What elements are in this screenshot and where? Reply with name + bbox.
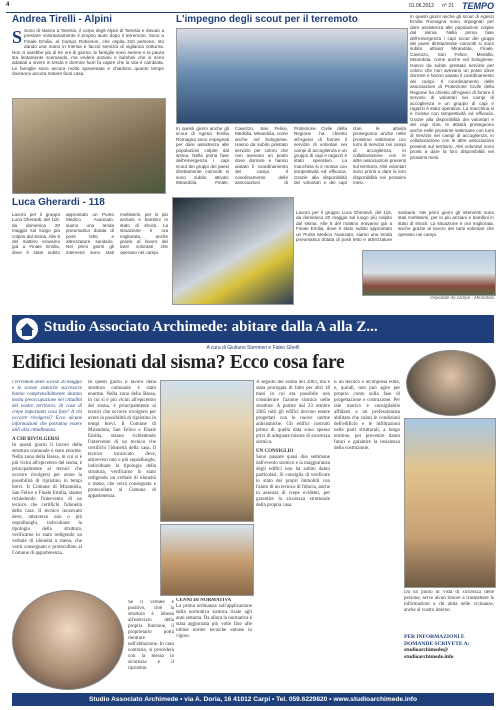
main-text-3: A seguito del sisma del 2003, ma è stata prorogata di fatto per altri 18 mesi in cui era possibile non considerare l'azione sismica nelle strutture. A partire dal 23 ottobre 2005 tutti gli edifici devono essere progettati con le nuove norme antisismiche. Gli edifici costruiti prima di quella data sono spesso privi di adeguate misure di sicurezza sismica. [256, 380, 330, 445]
right-column-text [404, 590, 494, 630]
house-icon [16, 318, 38, 340]
building-photo-1 [160, 380, 254, 522]
field-hospital-caption: Ospedale da campo - Mirandola [429, 295, 494, 300]
main-intro: I terremoti delle scorse 20 maggio e le scosse sismiche successive hanno comprensibilmente destato molta preoccupazione nei cittadini del nostro territorio. In caso di crepe importanti cosa fare? A chi occorre rivolgersi? Ecco alcune informazioni che potranno essere utili alla cittadinanza. [12, 380, 82, 433]
footer-text: Studio Associato Archimede • via A. Doria, 16 41012 Carpi • Tel. 059.6229820 • www.studioarchimede.info [89, 696, 417, 703]
scout-text [410, 14, 494, 192]
gherardi-text-2 [296, 210, 494, 248]
issue-number: n° 21 [442, 3, 454, 9]
normativa-box [176, 598, 252, 686]
info-email-2: studioarchimede.info [404, 653, 454, 660]
scout-body-side: In questi giorni anche gli scout di Agesci Emilia Romagna sono impegnati per dare assistenza alle popolazioni colpite dal sisma. Nella prima fase dell'emergenza i capi scout dei gruppi dei paesi direttamente coinvolti si sono subito attivati: Mirandola, Finale, Cavezzo, San Felice, Medolla, Mirandola, come anche nel bolognese. Hanno da subito prestato servizio per coloro che non avevano un posto dove dormire e hanno aiutato il coordinamento dei campi. Il coordinamento delle associazioni di Protezione Civile della Regione ha chiesto all'Agesci di fornire il servizio di volontari nei campi di accoglienza e un gruppo di capi e ragazzi è stato operativo. La macchina si è mossa con tempestività ed efficacia. Grazie alla disponibilità dei volontari e dei capi clan, le attività proseguono anche nelle prossime settimane con turni di servizio nei campi di accoglienza, in collaborazione con le altre associazioni presenti sul territorio. Altri volontari sono pronti a dare la loro disponibilità nei prossimi mesi. [410, 14, 494, 160]
sub-normativa: CENNI DI NORMATIVA [176, 598, 232, 603]
main-text-4: Sono passate quasi due settimane dall'evento sismico e la maggioranza degli edifici non ha subito danni particolari. Si consiglia di verificare lo stato dei propri immobili con l'aiuto di un tecnico di fiducia, anche in assenza di crepe evidenti, per garantire la sicurezza strutturale della propria casa. [256, 455, 330, 508]
scout-photo [176, 28, 408, 124]
gherardi-title: Luca Gherardi - 118 [12, 197, 105, 208]
page-header [6, 2, 494, 13]
scout-columns [176, 126, 406, 192]
main-column-4 [334, 380, 400, 685]
author-photo-right [406, 350, 496, 416]
info-email-1: studioarchimede@ [404, 647, 449, 653]
issue-date: 01.06.2012 [408, 3, 434, 9]
sub-advice: UN CONSIGLIO [256, 449, 294, 454]
building-photo-2 [160, 524, 254, 596]
page-number: 4 [6, 2, 10, 8]
building-photo-3 [404, 418, 496, 588]
info-box [404, 634, 494, 660]
gherardi-text [12, 212, 168, 302]
author-photo-left [12, 590, 124, 690]
field-hospital-photo [362, 250, 496, 296]
main-column-2 [88, 380, 156, 588]
dropcap: S [12, 28, 23, 47]
page-footer [12, 693, 494, 706]
sub-who-to-contact: A CHI RIVOLGERSI [12, 437, 60, 442]
scout-body: In questi giorni anche gli scout di Agesci Emilia Romagna sono impegnati per dare assistenza alle popolazioni colpite dal sisma. Nella prima fase dell'emergenza i capi scout dei gruppi dei paesi direttamente coinvolti si sono subito attivati: Mirandola, Finale, Cavezzo, San Felice, Medolla, Mirandola, come anche nel bolognese. Hanno da subito prestato servizio per coloro che non avevano un posto dove dormire e hanno aiutato il coordinamento dei campi. Il coordinamento delle associazioni di Protezione Civile della Regione ha chiesto all'Agesci di fornire il servizio di volontari nei campi di accoglienza e un gruppo di capi e ragazzi è stato operativo. La macchina si è mossa con tempestività ed efficacia. Grazie alla disponibilità dei volontari e dei capi clan, le attività proseguono anche nelle prossime settimane con turni di servizio nei campi di accoglienza, in collaborazione con le altre associazioni presenti sul territorio. Altri volontari sono pronti a dare la loro disponibilità nei prossimi mesi. [176, 126, 406, 186]
tirelli-body: Sono di stanza a Tarvisio, il corpo degli Alpini di Tarvisio e dovuto a prestare volontariamente il proprio aiuto dopo il terremoto. Sono a Finale Emilia, al Campo Robinson, che ospita 310 persone, sto dando una mano in mensa e faccio servizio di vigilanza notturna. Non ci sarebbe più di tre ore di giorno; le famiglie sono serene e la paura sta lentamente scemando, ma vedere anziani e bambini che si sono adattati a vivere in tenda e dormire fuori fa capire che la vita è cambiata. Le famiglie sono ancora molto spaventate e chiedono quanto tempo dovranno ancora restare fuori casa. [12, 28, 164, 77]
main-text-1b: In questi giorni il lavoro della struttura comunale è stato enorme. Nella zona della Bassa, in cui si è più vicini all'epicentro del sisma, è principalmente ai tecnici che occorre rivolgersi per avere la possibilità di ripristino in tempi brevi. Il Comune di Mirandola, San Felice e Finale Emilia, stanno richiedendo l'intervento di un tecnico che certifichi l'idoneità della casa. Il tecnico incaricato deve, attraverso uno o più sopralluoghi, individuare la tipologia della struttura, verificarne lo stato redigendo un verbale di idoneità o meno, che verrà consegnato e protocollato al Comune di appartenenza. [88, 380, 156, 499]
gherardi-body: Lavoro per il gruppo Luca Gherardi, del 118, da domenica 20 maggio sul luogo più colpito dal sisma. Alle 6 del mattino eravamo già a Finale Emilia, dove è stato subito approntato un Punto Medico Avanzato, siamo una tenda pneumatica dotata di posti letto e attrezzature sanitarie. Nei primi giorni gli interventi sono stati moltissimi, per lo più anziani e bambini in stato di shock. La situazione è ora migliorata, anche grazie al lavoro dei tanti volontari che operano nei campi. [12, 212, 168, 255]
main-text-7: Da un punto di vista di sicurezza delle persone, serve alcun timore a trasmettere le informazioni a chi abita nelle vicinanze, anche al vostro interno. [404, 590, 494, 613]
main-text-6: È un tecnico o un'impresa edile, e, quindi, non può agire per proprio conto sulla fase di progettazione e costruzione. Per tale motivo è consigliabile affidarsi a un professionista abilitato che valuti le condizioni dell'edificio e le infiltrazioni nelle parti strutturali, a lungo termine, per prevenire danni futuri e garantire la resistenza della costruzione. [334, 380, 400, 451]
main-text-2: Se il verbale è positivo, cioè la struttura è idonea all'esercizio della propria funzione, il proprietario potrà rientrare nell'abitazione. In caso contrario, si procederà con la messa in sicurezza e il ripristino. [128, 600, 174, 671]
main-headline: Edifici lesionati dal sisma? Ecco cosa fare [12, 352, 345, 373]
info-title: PER INFORMAZIONI E DOMANDE SCRIVETE A: [404, 634, 470, 647]
gherardi-photo [172, 197, 294, 305]
banner-byline: A cura di Giuliano Stermieri e Fabio Ghelfi [206, 345, 300, 351]
banner-title: Studio Associato Archimede: abitare dalla A alla Z... [44, 319, 378, 335]
tirelli-photo [12, 98, 166, 194]
main-text-5: La prima ordinanza sull'applicazione della normativa sismica risale agli anni settanta. Da allora la normativa è stata aggiornata più volte fino alle ultime norme tecniche entrate in vigore. [176, 604, 252, 639]
gherardi-body-2: Lavoro per il gruppo Luca Gherardi, del 118, da domenica 20 maggio sul luogo più colpito dal sisma. Alle 6 del mattino eravamo già a Finale Emilia, dove è stato subito approntato un Punto Medico Avanzato, siamo una tenda pneumatica dotata di posti letto e attrezzature sanitarie. Nei primi giorni gli interventi sono stati moltissimi, per lo più anziani e bambini in stato di shock. La situazione è ora migliorata, anche grazie al lavoro dei tanti volontari che operano nei campi. [296, 210, 494, 243]
main-column-3 [256, 380, 330, 685]
main-text-1: In questi giorni il lavoro della struttura comunale è stato enorme. Nella zona della Bassa, in cui si è più vicini all'epicentro del sisma, è principalmente ai tecnici che occorre rivolgersi per avere la possibilità di ripristino in tempi brevi. Il Comune di Mirandola, San Felice e Finale Emilia, stanno richiedendo l'intervento di un tecnico che certifichi l'idoneità della casa. Il tecnico incaricato deve, attraverso uno o più sopralluoghi, individuare la tipologia della struttura, verificarne lo stato redigendo un verbale di idoneità o meno, che verrà consegnato e protocollato al Comune di appartenenza. [12, 443, 82, 556]
main-column-1 [12, 380, 82, 588]
main-text-2-box [128, 600, 174, 686]
tirelli-text [12, 28, 164, 94]
archimede-banner [12, 315, 494, 343]
tirelli-title: Andrea Tirelli - Alpini [12, 14, 113, 25]
brand-logo: TEMPO [461, 1, 494, 11]
scout-title: L'impegno degli scout per il terremoto [176, 14, 358, 25]
